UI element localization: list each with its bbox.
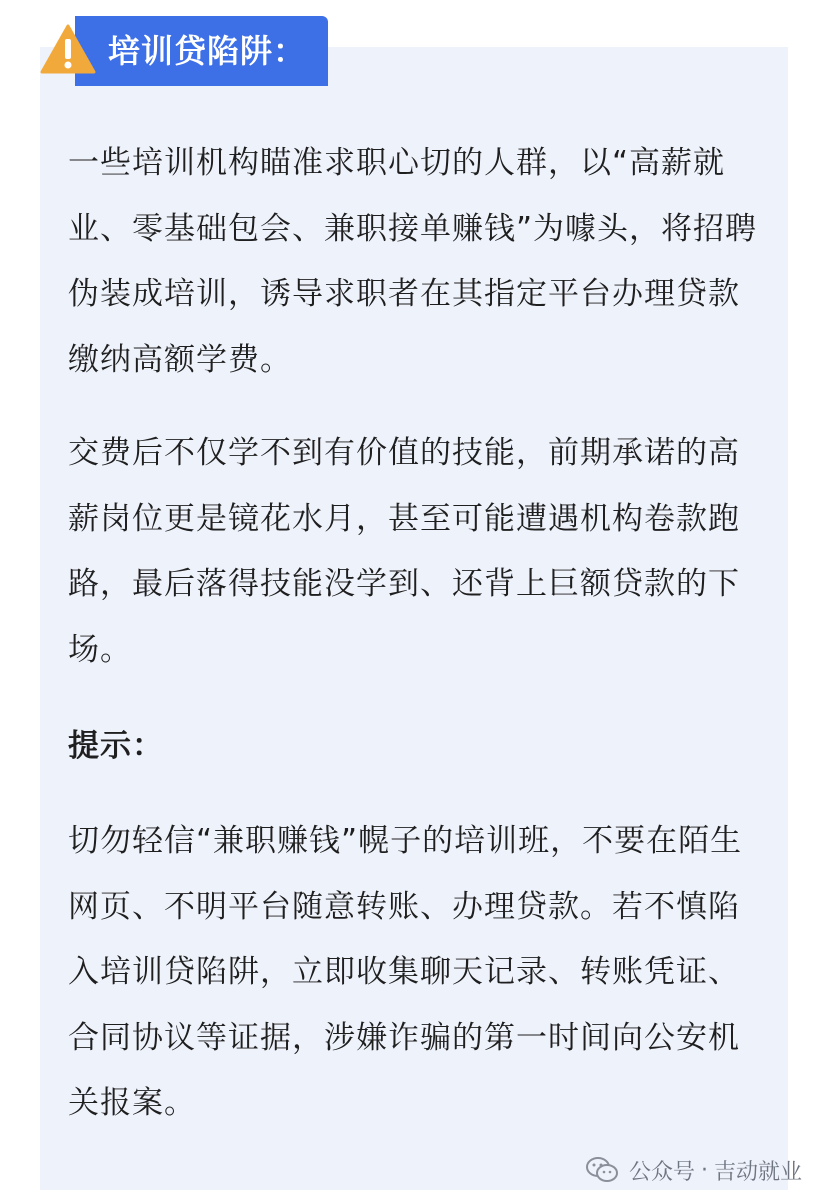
watermark-platform: 公众号 — [628, 1159, 695, 1185]
header-title: 培训贷陷阱： — [108, 32, 307, 70]
wechat-icon — [585, 1156, 619, 1184]
watermark — [585, 1153, 802, 1187]
watermark-separator: · — [700, 1157, 708, 1183]
tip-heading: 提示： — [68, 728, 164, 764]
watermark-account: 吉动就业 — [713, 1159, 802, 1185]
paragraph-intro: 一些培训机构瞄准求职心切的人群，以“高薪就业、零基础包会、兼职接单赚钱”为噱头，将招聘伪装成培训，诱导求职者在其指定平台办理贷款缴纳高额学费。 — [68, 145, 758, 378]
warning-triangle-icon — [40, 24, 96, 74]
tip-paragraph: 切勿轻信“兼职赚钱”幌子的培训班，不要在陌生网页、不明平台随意转账、办理贷款。若不慎陷入培训贷陷阱，立即收集聊天记录、转账凭证、合同协议等证据，涉嫌诈骗的第一时间向公安机关报案。 — [68, 823, 743, 1121]
paragraph-consequence: 交费后不仅学不到有价值的技能，前期承诺的高薪岗位更是镜花水月，甚至可能遭遇机构卷款跑路，最后落得技能没学到、还背上巨额贷款的下场。 — [68, 435, 740, 668]
